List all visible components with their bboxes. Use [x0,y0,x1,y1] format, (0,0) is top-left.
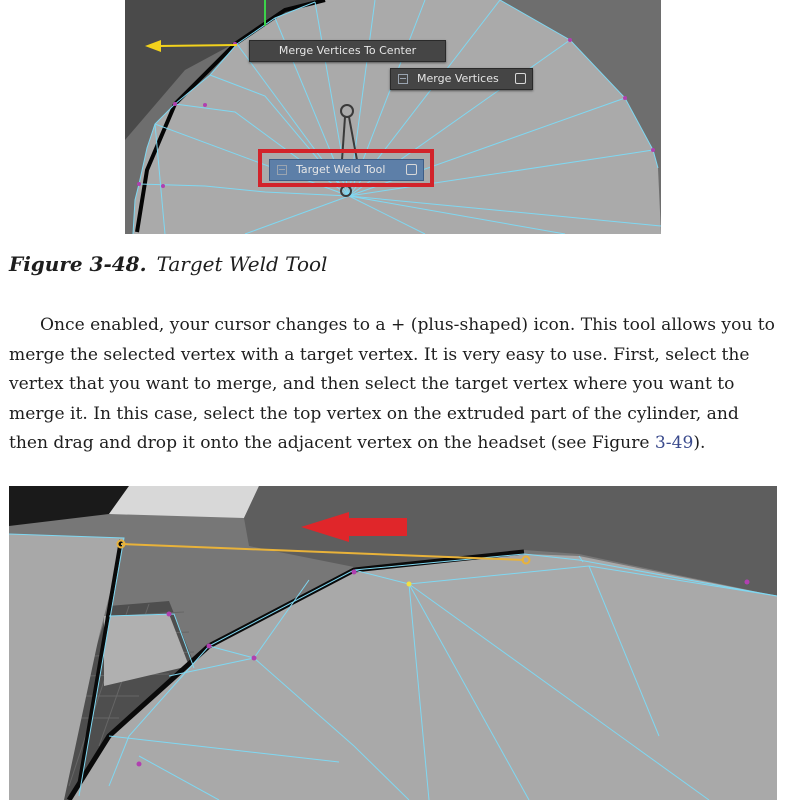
target-weld-tool-menu-item[interactable] [269,159,424,181]
figure-3-48-screenshot [125,0,661,234]
figure-3-49-screenshot [9,486,777,800]
body-paragraph [9,311,777,459]
viewport-mesh-bottom [9,486,777,800]
merge-vertices-menu-item[interactable] [390,68,533,90]
target-weld-icon [277,165,287,175]
target-weld-options-box[interactable] [406,164,417,175]
figure-number: Figure 3-48. [9,252,147,276]
paragraph-text-end: ). [693,433,706,453]
merge-vertices-to-center-label: Merge Vertices To Center [278,44,417,57]
merge-vertices-to-center-menu-item[interactable] [249,40,446,62]
figure-caption [9,252,327,276]
merge-vertices-icon [398,74,408,84]
figure-title: Target Weld Tool [156,252,328,276]
viewport-mesh-top [125,0,661,234]
target-weld-tool-label: Target Weld Tool [296,163,386,176]
paragraph-text: Once enabled, your cursor changes to a + (plus-shaped) icon. This tool allows you to merge the selected vertex with a target vertex. It is very easy to use. First, select the vertex that you want to merge, and then select the target vertex where you want to merge it. In this case, select the top vertex on the extruded part of the cylinder, and then drag and drop it onto the adjacent vertex on the headset (see Figure [9,315,775,453]
merge-vertices-label: Merge Vertices [417,72,499,85]
figure-reference-link[interactable]: 3-49 [654,433,694,453]
merge-vertices-options-box[interactable] [515,73,526,84]
